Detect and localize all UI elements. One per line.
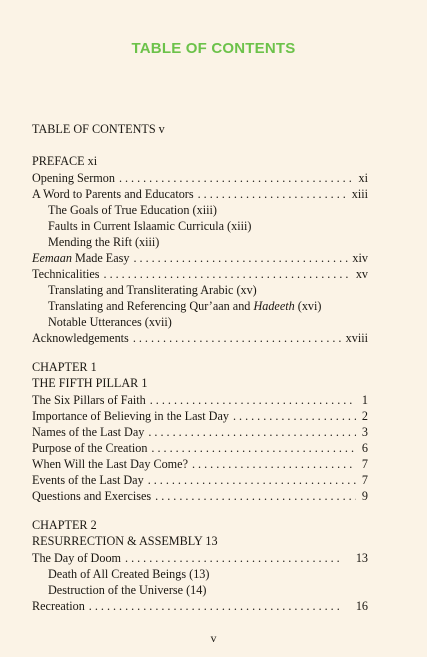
leader-dots xyxy=(119,170,355,186)
entry-page: 16 xyxy=(355,599,368,613)
entry-page: 7 xyxy=(361,473,368,487)
toc-subentry: Death of All Created Beings (13) xyxy=(48,567,210,581)
leader-dots xyxy=(233,408,356,424)
entry-page: 9 xyxy=(361,489,368,503)
toc-subentry: Notable Utterances (xvii) xyxy=(48,315,172,329)
entry-page: xiv xyxy=(352,251,368,265)
entry-title: Acknowledgements xyxy=(32,331,129,345)
page-number: v xyxy=(210,631,217,645)
toc-entry xyxy=(32,170,368,186)
entry-title: A Word to Parents and Educators xyxy=(32,187,194,201)
entry-page: xv xyxy=(355,267,368,281)
toc-subentry xyxy=(48,298,321,314)
toc-entry xyxy=(32,186,368,202)
toc-entry xyxy=(32,250,368,266)
toc-entry xyxy=(32,392,368,408)
leader-dots xyxy=(125,550,342,566)
leader-dots xyxy=(150,392,356,408)
toc-self-entry: TABLE OF CONTENTS v xyxy=(32,122,165,136)
entry-title-rest: Made Easy xyxy=(71,251,130,265)
entry-title: Technicalities xyxy=(32,267,100,281)
leader-dots xyxy=(192,456,356,472)
entry-title: When Will the Last Day Come? xyxy=(32,457,188,471)
toc-entry xyxy=(32,488,368,504)
toc-entry xyxy=(32,472,368,488)
toc-entry xyxy=(32,598,368,614)
entry-title-italic: Eemaan xyxy=(32,251,72,265)
leader-dots xyxy=(104,266,352,282)
entry-title: Events of the Last Day xyxy=(32,473,144,487)
entry-page: 7 xyxy=(361,457,368,471)
page-heading: TABLE OF CONTENTS xyxy=(131,40,296,57)
entry-page: 1 xyxy=(361,393,368,407)
entry-title: Recreation xyxy=(32,599,85,613)
entry-page: 3 xyxy=(361,425,368,439)
toc-entry xyxy=(32,408,368,424)
entry-page: xiii xyxy=(351,187,368,201)
entry-page: 13 xyxy=(355,551,368,565)
leader-dots xyxy=(151,440,356,456)
entry-title: Purpose of the Creation xyxy=(32,441,148,455)
entry-page: xviii xyxy=(345,331,368,345)
entry-title: Opening Sermon xyxy=(32,171,115,185)
toc-entry xyxy=(32,550,368,566)
entry-title: Names of the Last Day xyxy=(32,425,145,439)
toc-subentry: Translating and Transliterating Arabic (xv) xyxy=(48,283,257,297)
leader-dots xyxy=(133,330,342,346)
toc-entry xyxy=(32,424,368,440)
entry-title: The Six Pillars of Faith xyxy=(32,393,146,407)
entry-page: 2 xyxy=(361,409,368,423)
toc-entry xyxy=(32,456,368,472)
toc-subentry: Destruction of the Universe (14) xyxy=(48,583,207,597)
preface-title: PREFACE xi xyxy=(32,154,98,168)
entry-title xyxy=(32,250,129,266)
entry-title: The Day of Doom xyxy=(32,551,122,565)
leader-dots xyxy=(148,424,356,440)
toc-entry xyxy=(32,266,368,282)
toc-entry xyxy=(32,440,368,456)
subentry-italic: Hadeeth xyxy=(253,299,295,313)
leader-dots xyxy=(89,598,342,614)
toc-entry xyxy=(32,330,368,346)
toc-subentry: Mending the Rift (xiii) xyxy=(48,235,160,249)
leader-dots xyxy=(148,472,356,488)
leader-dots xyxy=(198,186,348,202)
toc-subentry: The Goals of True Education (xiii) xyxy=(48,203,217,217)
chapter-title: RESURRECTION & ASSEMBLY 13 xyxy=(32,534,218,548)
entry-title: Importance of Believing in the Last Day xyxy=(32,409,229,423)
leader-dots xyxy=(155,488,356,504)
entry-page: xi xyxy=(358,171,368,185)
toc-subentry: Faults in Current Islaamic Curricula (xiii) xyxy=(48,219,252,233)
chapter-label: CHAPTER 1 xyxy=(32,360,97,374)
subentry-text: Translating and Referencing Qur’aan and xyxy=(48,299,254,313)
leader-dots xyxy=(133,250,348,266)
chapter-label: CHAPTER 2 xyxy=(32,518,97,532)
entry-page: 6 xyxy=(361,441,368,455)
entry-title: Questions and Exercises xyxy=(32,489,152,503)
chapter-title: THE FIFTH PILLAR 1 xyxy=(32,376,148,390)
subentry-page: (xvi) xyxy=(294,299,322,313)
